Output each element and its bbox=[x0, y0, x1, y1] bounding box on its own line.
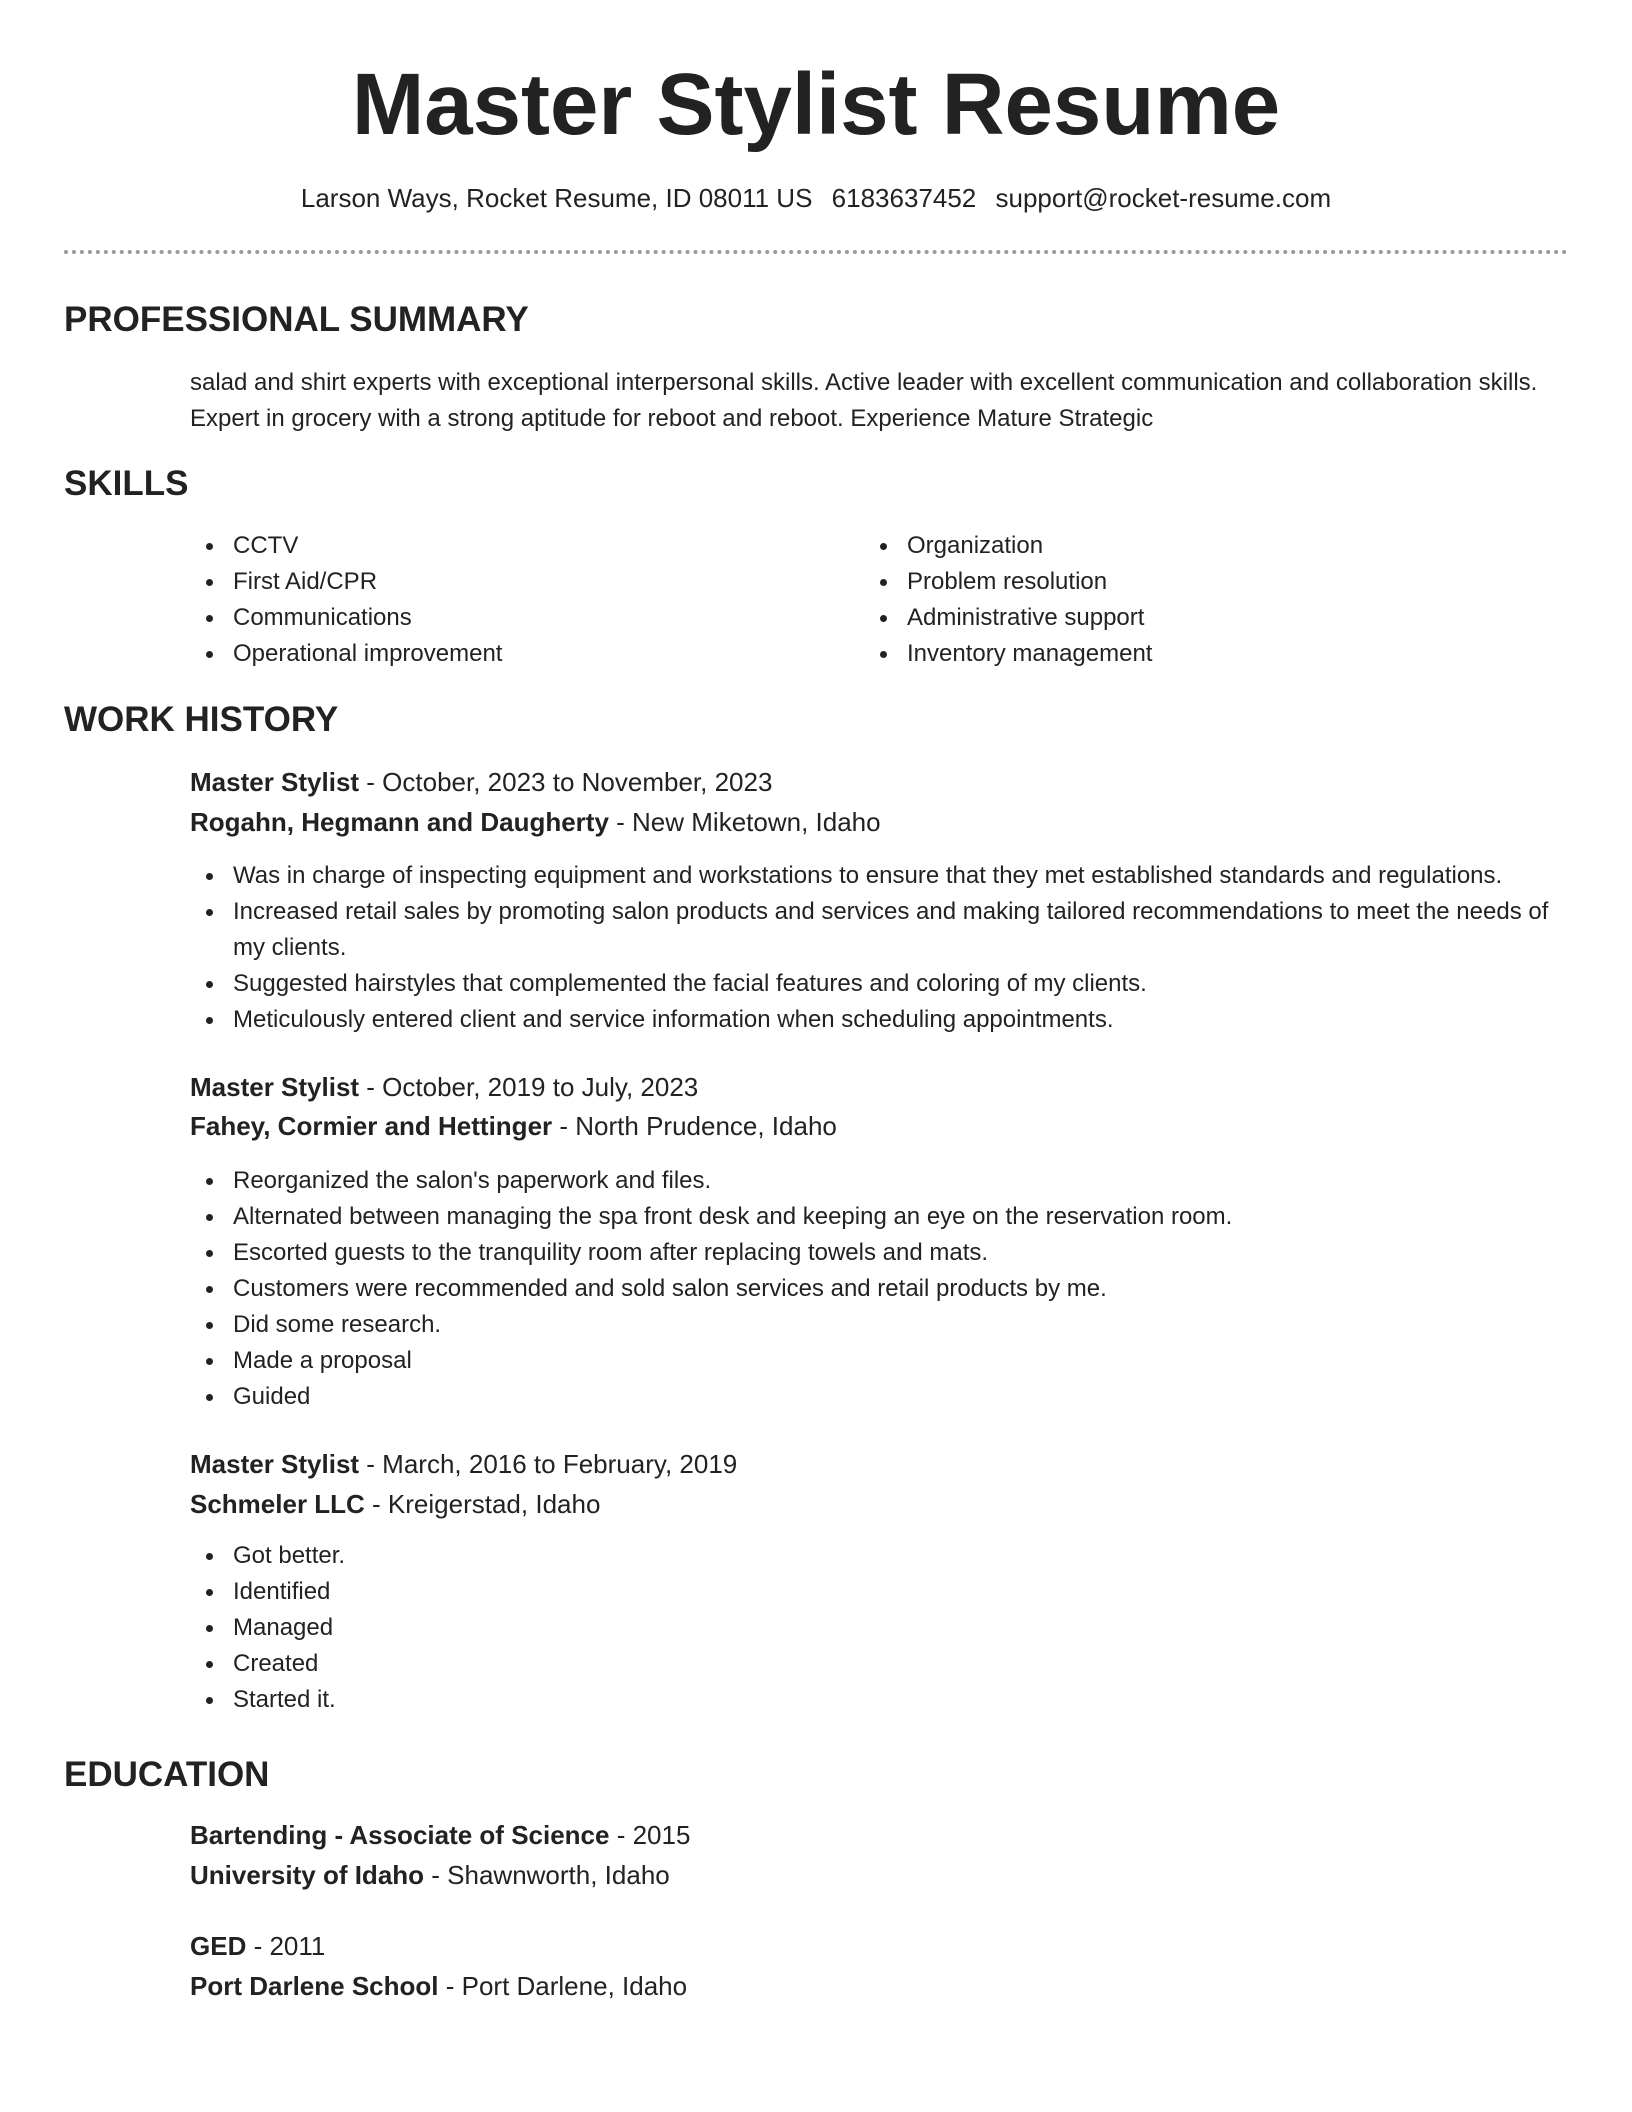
contact-email: support@rocket-resume.com bbox=[995, 183, 1332, 213]
job-dates: - March, 2016 to February, 2019 bbox=[359, 1449, 738, 1479]
list-item: Got better. bbox=[190, 1538, 1570, 1574]
job-title: Master Stylist bbox=[190, 1449, 360, 1479]
job-title: Master Stylist bbox=[190, 1072, 360, 1102]
page-title: Master Stylist Resume bbox=[351, 56, 1281, 153]
education-degree-line bbox=[190, 1816, 690, 1854]
job-location: - New Miketown, Idaho bbox=[608, 807, 881, 837]
job-title-line bbox=[190, 1445, 737, 1483]
job-company: Fahey, Cormier and Hettinger bbox=[190, 1111, 553, 1141]
education-degree: Bartending - Associate of Science bbox=[190, 1820, 610, 1850]
job-title-line bbox=[190, 763, 772, 801]
list-item: Administrative support bbox=[864, 600, 1514, 636]
list-item: Reorganized the salon's paperwork and files. bbox=[190, 1163, 1570, 1199]
job-company-line bbox=[190, 1485, 600, 1523]
job-location: - Kreigerstad, Idaho bbox=[364, 1489, 601, 1519]
job-bullets bbox=[190, 858, 1570, 1038]
list-item: Customers were recommended and sold salon services and retail products by me. bbox=[190, 1271, 1570, 1307]
job-company: Schmeler LLC bbox=[190, 1489, 365, 1519]
list-item: Communications bbox=[190, 600, 840, 636]
skills-list-right bbox=[864, 528, 1514, 672]
section-heading-work-history: WORK HISTORY bbox=[64, 700, 339, 739]
section-heading-education: EDUCATION bbox=[64, 1755, 270, 1794]
education-school-line bbox=[190, 1856, 670, 1894]
list-item: Started it. bbox=[190, 1682, 1570, 1718]
list-item: Did some research. bbox=[190, 1307, 1570, 1343]
section-heading-summary: PROFESSIONAL SUMMARY bbox=[64, 300, 529, 339]
summary-text: salad and shirt experts with exceptional interpersonal skills. Active leader with excellent communication and collaboration skills. Expert in grocery with a strong aptitude for reboot and reboot. Experience Mature Strategic bbox=[190, 369, 1538, 432]
list-item: Meticulously entered client and service information when scheduling appointments. bbox=[190, 1002, 1570, 1038]
list-item: First Aid/CPR bbox=[190, 564, 840, 600]
header-divider bbox=[64, 250, 1568, 254]
section-heading-skills: SKILLS bbox=[64, 464, 189, 503]
job-company-line bbox=[190, 1107, 837, 1145]
education-location: - Shawnworth, Idaho bbox=[424, 1860, 670, 1890]
list-item: Escorted guests to the tranquility room after replacing towels and mats. bbox=[190, 1235, 1570, 1271]
list-item: Problem resolution bbox=[864, 564, 1514, 600]
contact-phone: 6183637452 bbox=[831, 183, 977, 213]
list-item: Made a proposal bbox=[190, 1343, 1570, 1379]
contact-address: Larson Ways, Rocket Resume, ID 08011 US bbox=[300, 183, 813, 213]
education-school: University of Idaho bbox=[190, 1860, 425, 1890]
list-item: Operational improvement bbox=[190, 636, 840, 672]
job-title-line bbox=[190, 1068, 698, 1106]
list-item: Organization bbox=[864, 528, 1514, 564]
education-year: - 2011 bbox=[246, 1931, 326, 1961]
list-item: Suggested hairstyles that complemented the facial features and coloring of my clients. bbox=[190, 966, 1570, 1002]
job-bullets bbox=[190, 1538, 1570, 1718]
education-school: Port Darlene School bbox=[190, 1971, 439, 2001]
list-item: Was in charge of inspecting equipment and workstations to ensure that they met established standards and regulations. bbox=[190, 858, 1570, 894]
list-item: CCTV bbox=[190, 528, 840, 564]
job-dates: - October, 2019 to July, 2023 bbox=[359, 1072, 699, 1102]
job-location: - North Prudence, Idaho bbox=[552, 1111, 837, 1141]
education-location: - Port Darlene, Idaho bbox=[438, 1971, 688, 2001]
education-degree: GED bbox=[190, 1931, 247, 1961]
list-item: Guided bbox=[190, 1379, 1570, 1415]
list-item: Increased retail sales by promoting salon products and services and making tailored recommendations to meet the needs of my clients. bbox=[190, 894, 1570, 966]
list-item: Managed bbox=[190, 1610, 1570, 1646]
job-bullets bbox=[190, 1163, 1570, 1415]
list-item: Alternated between managing the spa front desk and keeping an eye on the reservation room. bbox=[190, 1199, 1570, 1235]
contact-line bbox=[0, 180, 1632, 216]
list-item: Created bbox=[190, 1646, 1570, 1682]
skills-list-left bbox=[190, 528, 840, 672]
job-title: Master Stylist bbox=[190, 767, 360, 797]
job-dates: - October, 2023 to November, 2023 bbox=[359, 767, 773, 797]
list-item: Inventory management bbox=[864, 636, 1514, 672]
list-item: Identified bbox=[190, 1574, 1570, 1610]
education-degree-line bbox=[190, 1927, 325, 1965]
education-school-line bbox=[190, 1967, 687, 2005]
education-year: - 2015 bbox=[609, 1820, 691, 1850]
job-company: Rogahn, Hegmann and Daugherty bbox=[190, 807, 609, 837]
job-company-line bbox=[190, 803, 881, 841]
